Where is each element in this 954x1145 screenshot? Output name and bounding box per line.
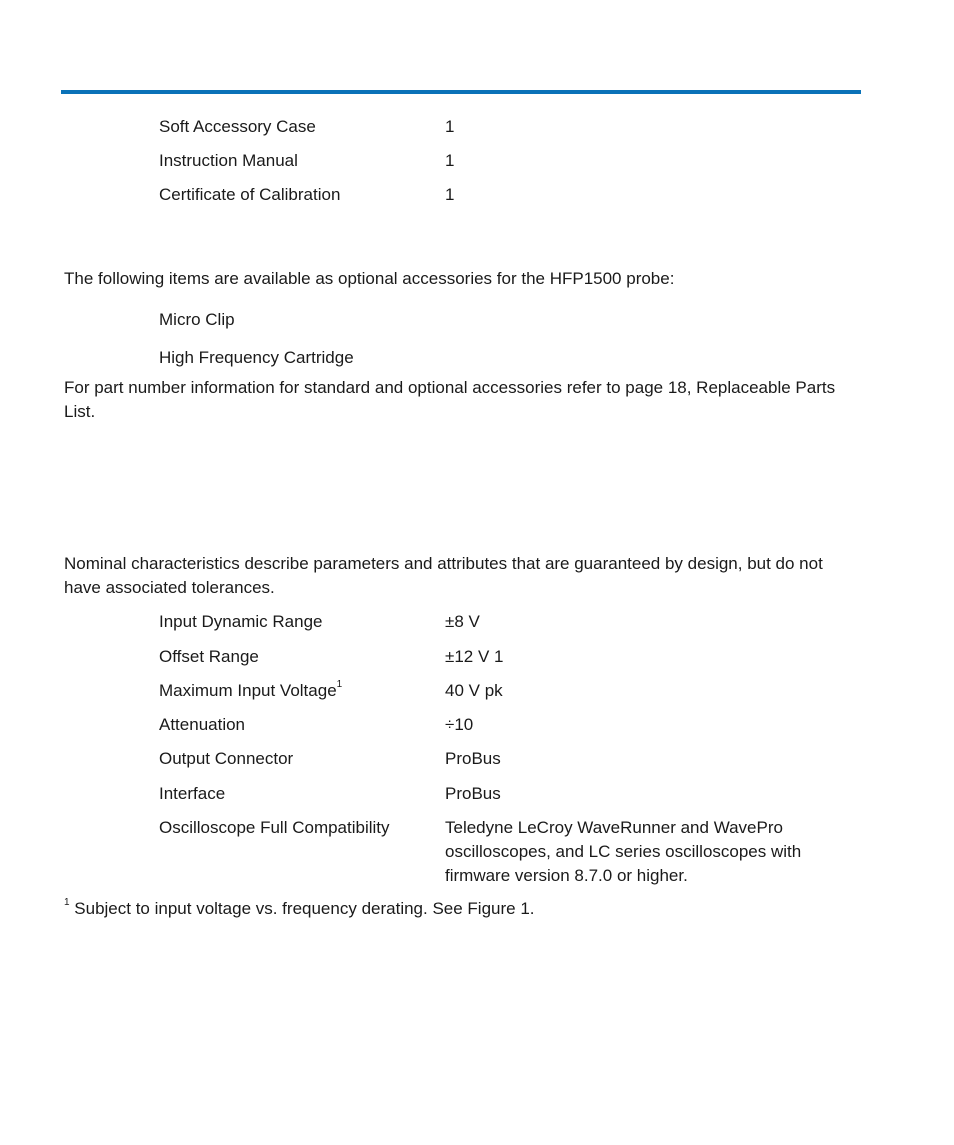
accessory-name: Soft Accessory Case xyxy=(159,117,316,136)
spec-label: Oscilloscope Full Compatibility xyxy=(159,818,390,837)
accessory-qty: 1 xyxy=(445,117,455,136)
footnote-text: Subject to input voltage vs. frequency derating. See Figure 1. xyxy=(69,899,535,918)
spec-value: 40 V pk xyxy=(445,681,503,700)
spec-value: ±12 V 1 xyxy=(445,647,504,666)
optional-accessories-intro: The following items are available as optional accessories for the HFP1500 probe: xyxy=(64,269,675,288)
spec-value: ±8 V xyxy=(445,612,480,631)
spec-label: Offset Range xyxy=(159,647,259,666)
part-number-note: For part number information for standard and optional accessories refer to page 18, Replaceable Parts List. xyxy=(64,378,836,421)
nominal-characteristics-intro: Nominal characteristics describe parameters and attributes that are guaranteed by design, but do not have associated tolerances. xyxy=(64,554,823,597)
optional-accessory-item: Micro Clip xyxy=(159,310,235,329)
footnote-mark: 1 xyxy=(64,897,70,909)
spec-label xyxy=(159,679,342,703)
accessory-qty: 1 xyxy=(445,185,455,204)
spec-value: ÷10 xyxy=(445,715,474,734)
spec-label: Attenuation xyxy=(159,715,246,734)
accessory-qty: 1 xyxy=(445,151,455,170)
spec-label: Interface xyxy=(159,784,226,803)
optional-accessory-item: High Frequency Cartridge xyxy=(159,348,354,367)
accessory-name: Instruction Manual xyxy=(159,151,298,170)
spec-label: Input Dynamic Range xyxy=(159,612,323,631)
spec-value: ProBus xyxy=(445,749,501,768)
spec-value: ProBus xyxy=(445,784,501,803)
spec-label-text: Maximum Input Voltage xyxy=(159,681,337,700)
spec-label: Output Connector xyxy=(159,749,294,768)
spec-value: Teledyne LeCroy WaveRunner and WavePro oscilloscopes, and LC series oscilloscopes with firmware version 8.7.0 or higher. xyxy=(445,818,802,885)
footnote xyxy=(64,897,535,921)
footnote-reference: 1 xyxy=(336,679,343,691)
header-rule xyxy=(61,90,861,94)
accessory-name: Certificate of Calibration xyxy=(159,185,341,204)
